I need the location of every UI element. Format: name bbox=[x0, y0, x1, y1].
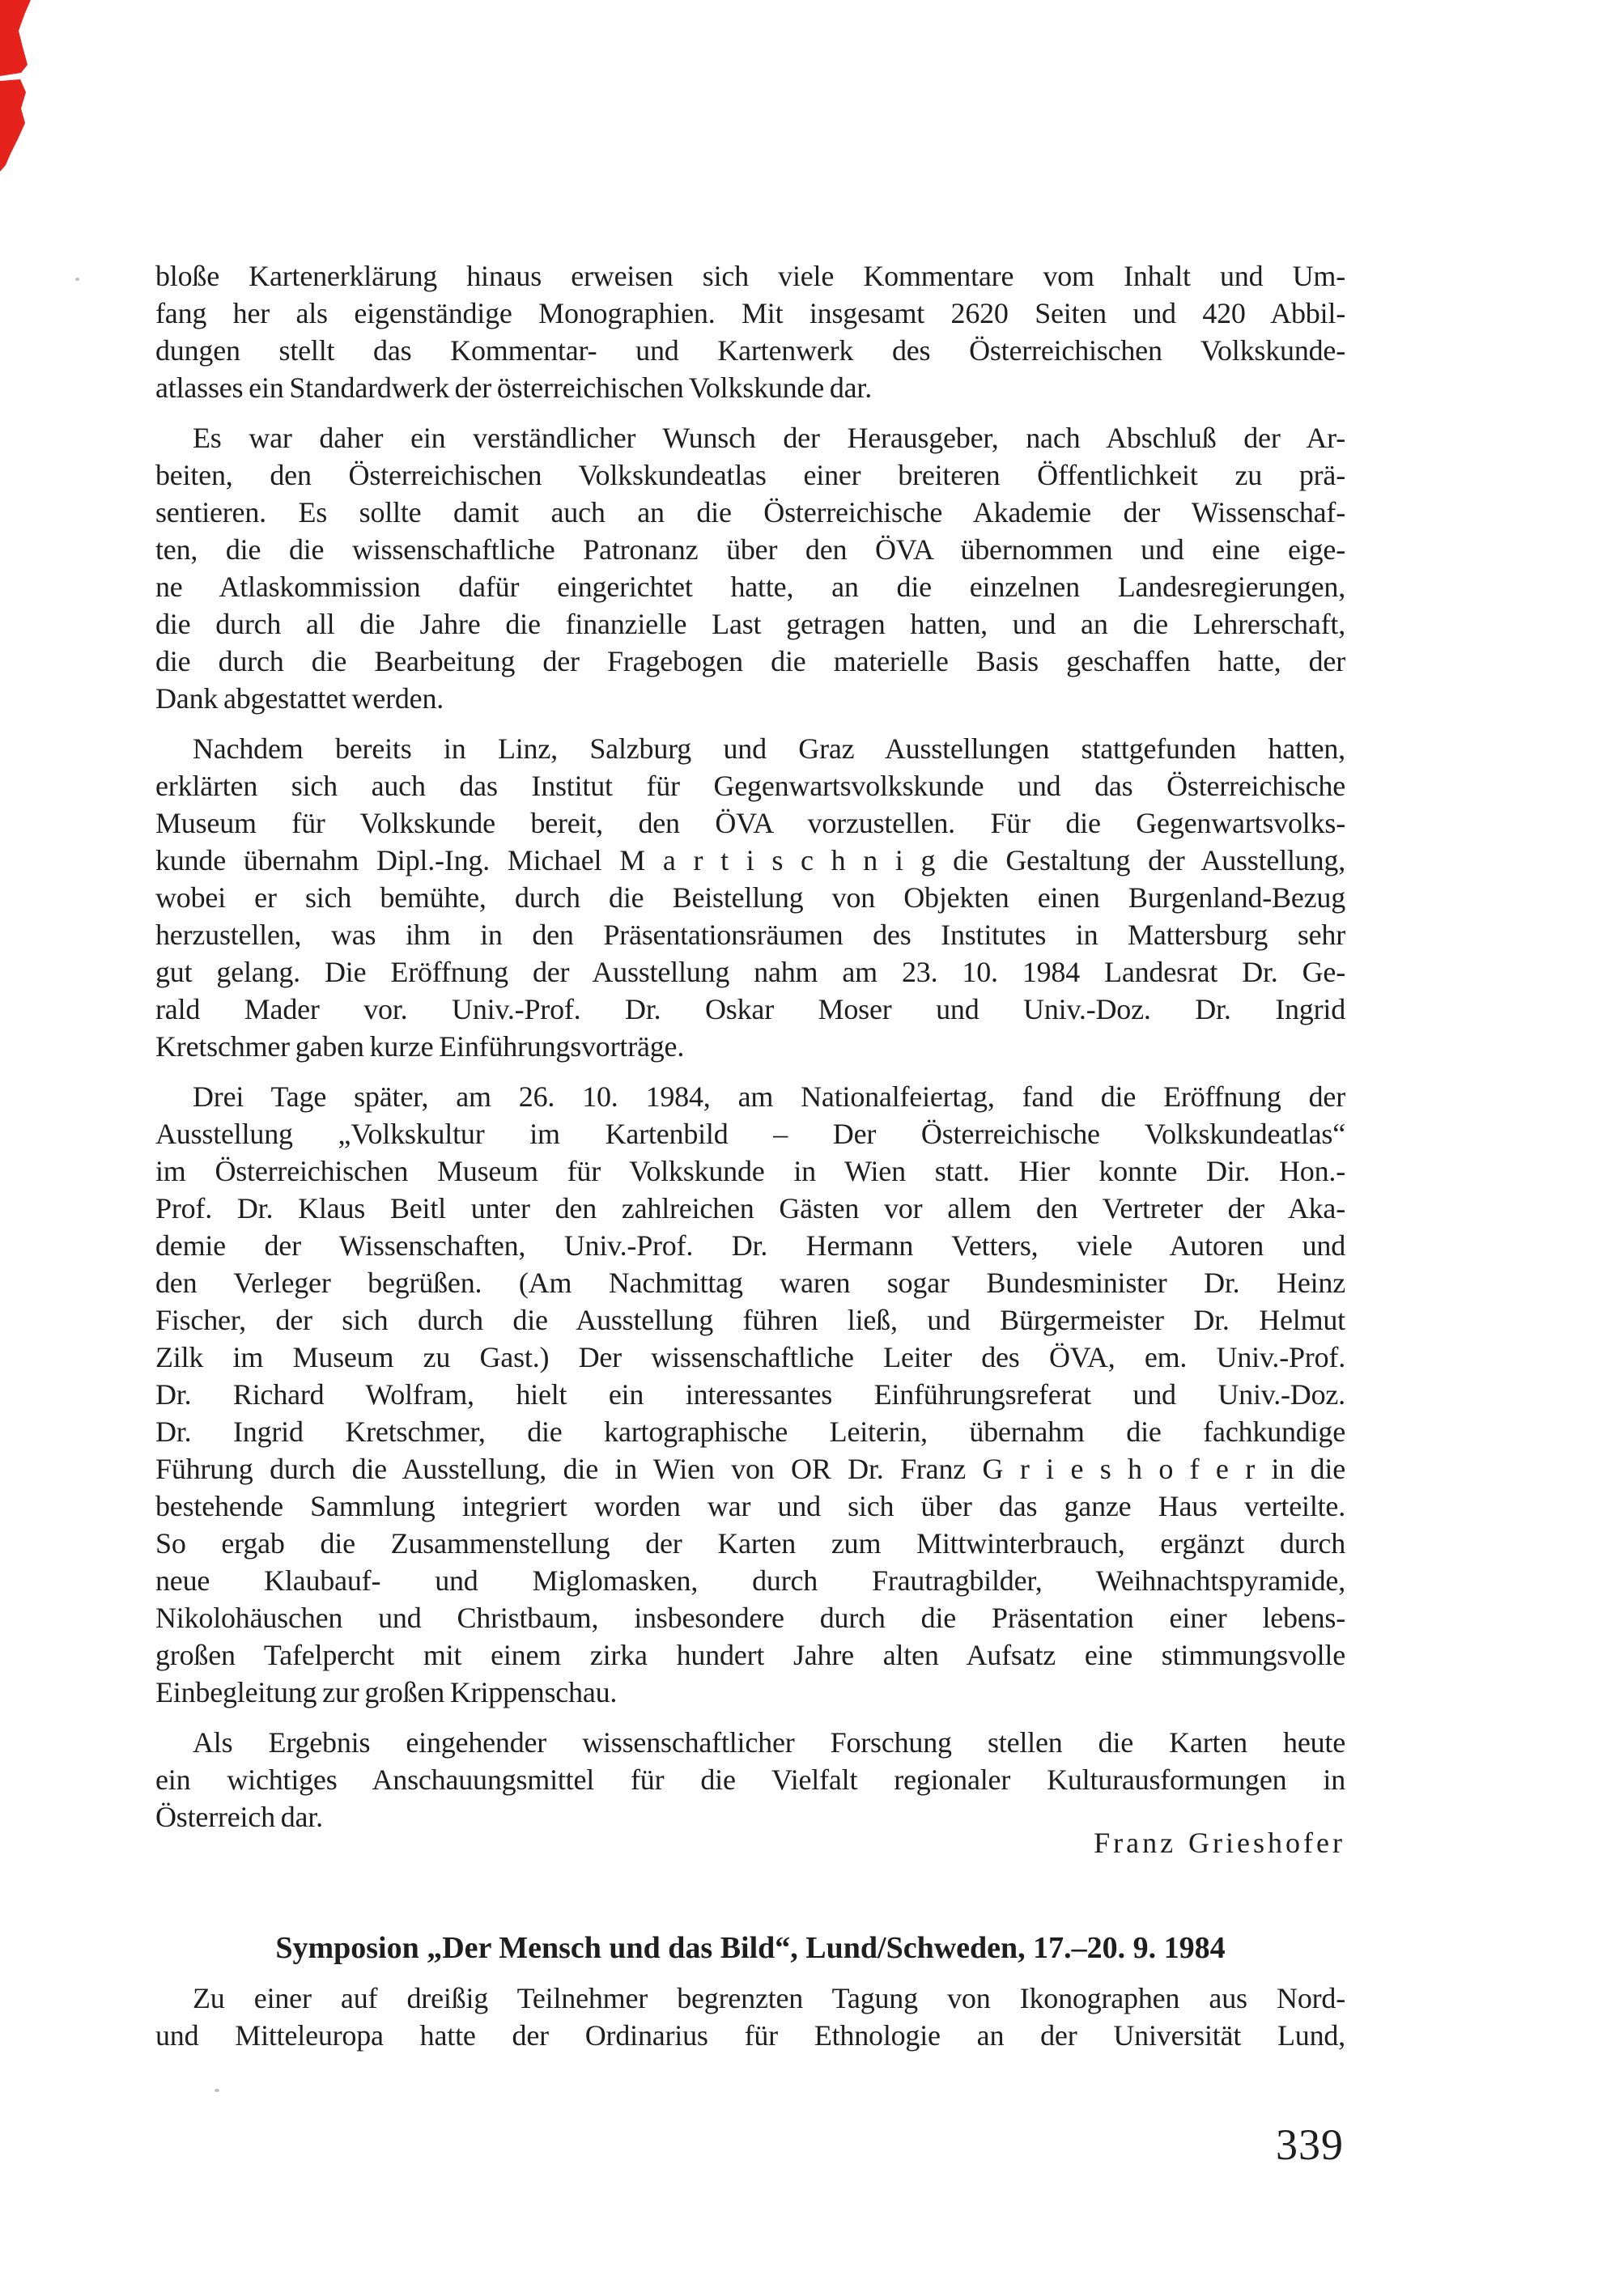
text-line: Kretschmer gaben kurze Einführungsvorträge. bbox=[155, 1030, 685, 1063]
text-line: Dr. Richard Wolfram, hielt ein interessantes Einführungsreferat und Univ.-Doz. bbox=[155, 1378, 1345, 1411]
text-line: die durch all die Jahre die finanzielle Last getragen hatten, und an die Lehrerschaft, bbox=[155, 608, 1345, 640]
scan-speck bbox=[215, 2089, 219, 2092]
text-line: Zu einer auf dreißig Teilnehmer begrenzten Tagung von Ikonographen aus Nord- bbox=[193, 1982, 1345, 2014]
author-signature: Franz Grieshofer bbox=[1094, 1827, 1345, 1859]
text-line: Nachdem bereits in Linz, Salzburg und Graz Ausstellungen stattgefunden hatten, bbox=[193, 732, 1345, 765]
text-line: den Verleger begrüßen. (Am Nachmittag waren sogar Bundesminister Dr. Heinz bbox=[155, 1267, 1345, 1299]
text-line: kunde übernahm Dipl.-Ing. Michael M a r t i s c h n i g die Gestaltung der Ausstellung, bbox=[155, 844, 1345, 876]
red-tear-artifact bbox=[0, 0, 37, 173]
text-line: Drei Tage später, am 26. 10. 1984, am Nationalfeiertag, fand die Eröffnung der bbox=[193, 1080, 1345, 1113]
text-line: demie der Wissenschaften, Univ.-Prof. Dr. Hermann Vetters, viele Autoren und bbox=[155, 1229, 1345, 1262]
text-line: ein wichtiges Anschauungsmittel für die Vielfalt regionaler Kulturausformungen in bbox=[155, 1763, 1345, 1796]
text-line: wobei er sich bemühte, durch die Beistellung von Objekten einen Burgenland-Bezug bbox=[155, 881, 1345, 914]
next-section-heading: Symposion „Der Mensch und das Bild“, Lund/Schweden, 17.–20. 9. 1984 bbox=[275, 1931, 1226, 1965]
paragraph bbox=[155, 1980, 1345, 2054]
text-line: Nikolohäuschen und Christbaum, insbesondere durch die Präsentation einer lebens- bbox=[155, 1602, 1345, 1634]
text-line: rald Mader vor. Univ.-Prof. Dr. Oskar Moser und Univ.-Doz. Dr. Ingrid bbox=[155, 993, 1345, 1025]
paragraph bbox=[155, 1078, 1345, 1711]
text-line: und Mitteleuropa hatte der Ordinarius für Ethnologie an der Universität Lund, bbox=[155, 2019, 1345, 2052]
text-line: großen Tafelpercht mit einem zirka hundert Jahre alten Aufsatz eine stimmungsvolle bbox=[155, 1639, 1345, 1671]
next-section-body bbox=[155, 1980, 1345, 2054]
text-column bbox=[155, 257, 1345, 2067]
text-line: erklärten sich auch das Institut für Gegenwartsvolkskunde und das Österreichische bbox=[155, 770, 1345, 802]
text-line: Museum für Volkskunde bereit, den ÖVA vorzustellen. Für die Gegenwartsvolks- bbox=[155, 807, 1345, 839]
article-body bbox=[155, 257, 1345, 1836]
text-line: Als Ergebnis eingehender wissenschaftlicher Forschung stellen die Karten heute bbox=[193, 1726, 1345, 1759]
text-line: im Österreichischen Museum für Volkskunde in Wien statt. Hier konnte Dir. Hon.- bbox=[155, 1155, 1345, 1187]
text-line: bloße Kartenerklärung hinaus erweisen sich viele Kommentare vom Inhalt und Um- bbox=[155, 260, 1345, 292]
paragraph bbox=[155, 419, 1345, 717]
text-line: bestehende Sammlung integriert worden war und sich über das ganze Haus verteilte. bbox=[155, 1490, 1345, 1522]
text-line: fang her als eigenständige Monographien. Mit insgesamt 2620 Seiten und 420 Abbil- bbox=[155, 297, 1345, 329]
text-line: Dr. Ingrid Kretschmer, die kartographische Leiterin, übernahm die fachkundige bbox=[155, 1415, 1345, 1448]
scan-speck bbox=[75, 278, 79, 281]
text-line: die durch die Bearbeitung der Fragebogen die materielle Basis geschaffen hatte, der bbox=[155, 645, 1345, 677]
text-line: So ergab die Zusammenstellung der Karten zum Mittwinterbrauch, ergänzt durch bbox=[155, 1527, 1345, 1560]
paragraph bbox=[155, 730, 1345, 1065]
text-line: Österreich dar. bbox=[155, 1801, 323, 1833]
text-line: Prof. Dr. Klaus Beitl unter den zahlreichen Gästen vor allem den Vertreter der Aka- bbox=[155, 1192, 1345, 1224]
text-line: sentieren. Es sollte damit auch an die Österreichische Akademie der Wissenschaf- bbox=[155, 496, 1345, 528]
text-line: Fischer, der sich durch die Ausstellung führen ließ, und Bürgermeister Dr. Helmut bbox=[155, 1304, 1345, 1336]
text-line: herzustellen, was ihm in den Präsentationsräumen des Institutes in Mattersburg sehr bbox=[155, 919, 1345, 951]
text-line: ten, die die wissenschaftliche Patronanz über den ÖVA übernommen und eine eige- bbox=[155, 533, 1345, 566]
text-line: ne Atlaskommission dafür eingerichtet hatte, an die einzelnen Landesregierungen, bbox=[155, 571, 1345, 603]
text-line: neue Klaubauf- und Miglomasken, durch Frautragbilder, Weihnachtspyramide, bbox=[155, 1564, 1345, 1597]
text-line: Ausstellung „Volkskultur im Kartenbild – Der Österreichische Volkskundeatlas“ bbox=[155, 1118, 1345, 1150]
page-number: 339 bbox=[1276, 2120, 1344, 2169]
text-line: Dank abgestattet werden. bbox=[155, 682, 444, 715]
text-line: gut gelang. Die Eröffnung der Ausstellung nahm am 23. 10. 1984 Landesrat Dr. Ge- bbox=[155, 956, 1345, 988]
text-line: Einbegleitung zur großen Krippenschau. bbox=[155, 1676, 618, 1708]
text-line: atlasses ein Standardwerk der österreichischen Volkskunde dar. bbox=[155, 371, 873, 404]
paragraph bbox=[155, 1724, 1345, 1836]
text-line: dungen stellt das Kommentar- und Kartenwerk des Österreichischen Volkskunde- bbox=[155, 334, 1345, 367]
text-line: Führung durch die Ausstellung, die in Wien von OR Dr. Franz G r i e s h o f e r in die bbox=[155, 1453, 1345, 1485]
text-line: Es war daher ein verständlicher Wunsch der Herausgeber, nach Abschluß der Ar- bbox=[193, 422, 1345, 454]
text-line: beiten, den Österreichischen Volkskundeatlas einer breiteren Öffentlichkeit zu prä- bbox=[155, 459, 1345, 491]
paragraph bbox=[155, 257, 1345, 406]
text-line: Zilk im Museum zu Gast.) Der wissenschaftliche Leiter des ÖVA, em. Univ.-Prof. bbox=[155, 1341, 1345, 1373]
